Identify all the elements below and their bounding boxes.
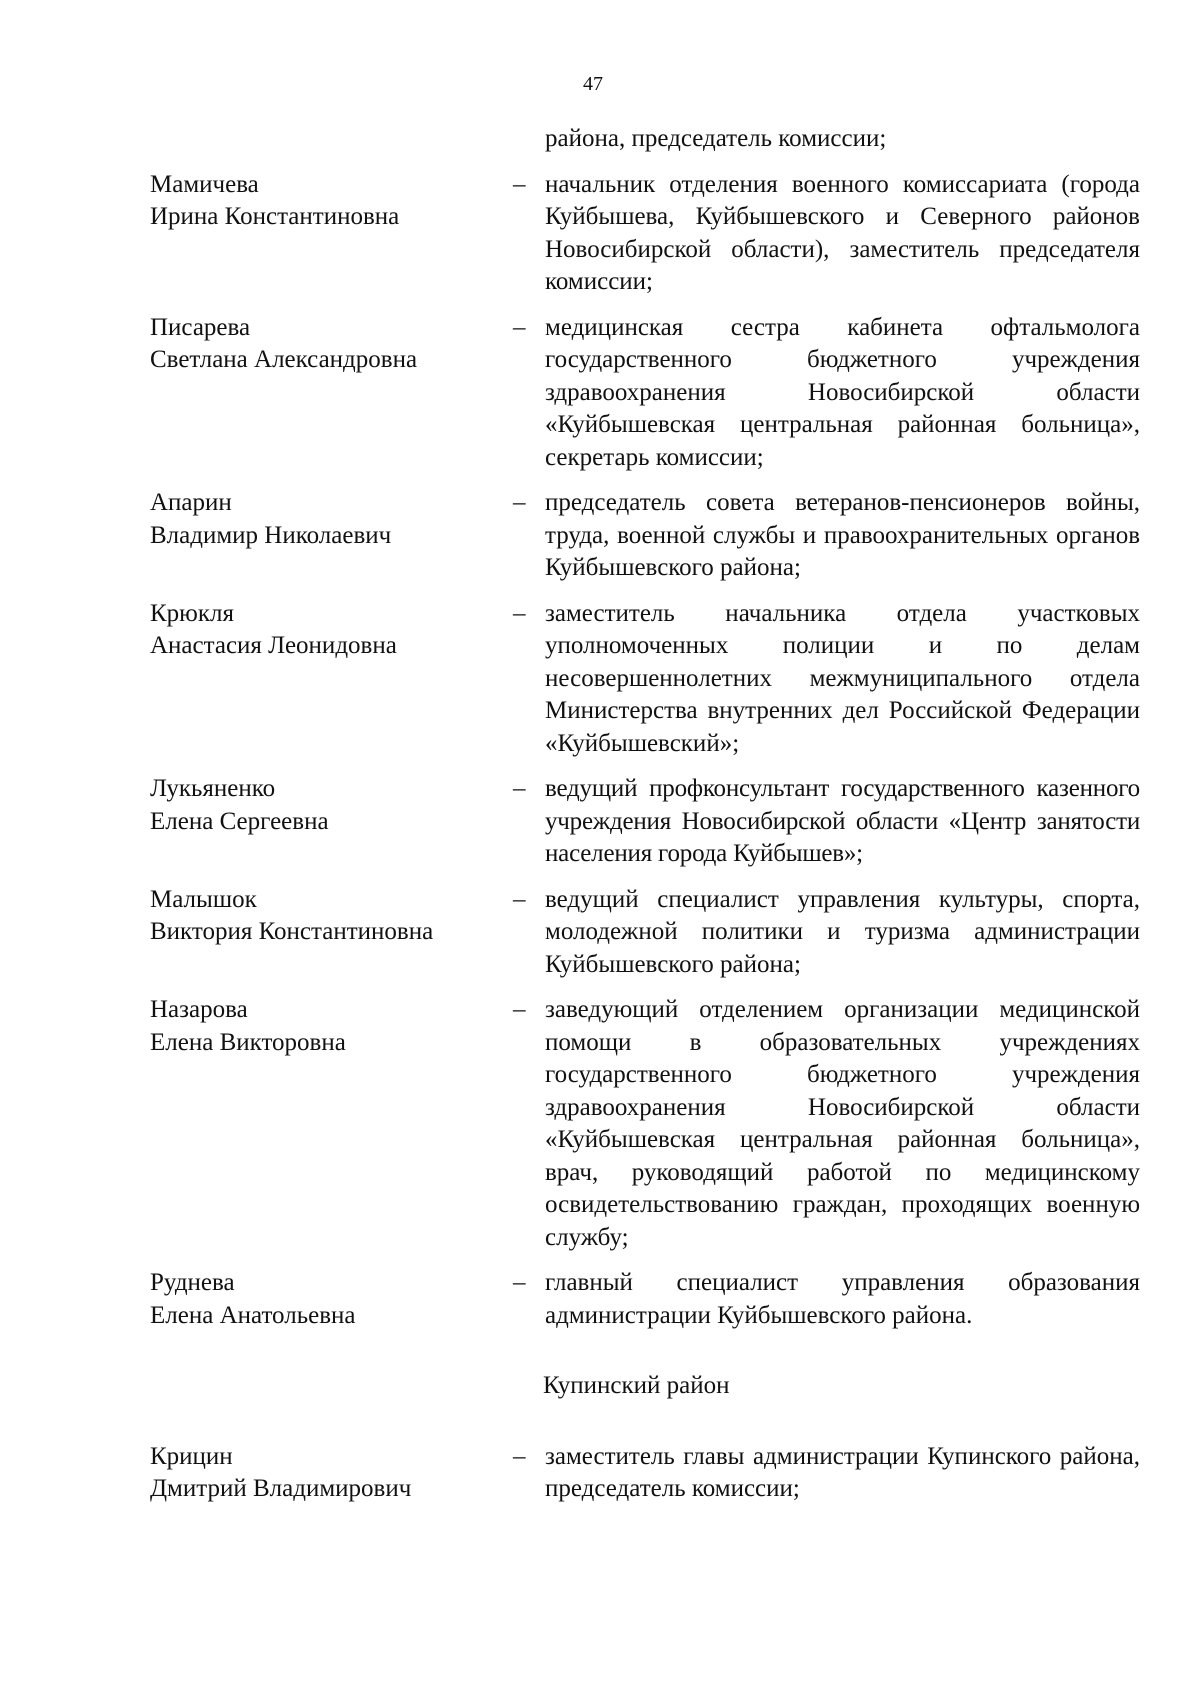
member-role: ведущий специалист управления культуры, спорта, молодежной политики и туризма администрации Куйбышевского района; bbox=[545, 885, 1140, 978]
member-name bbox=[150, 1441, 513, 1506]
member-name bbox=[150, 487, 513, 585]
member-role: ведущий профконсультант государственного казенного учреждения Новосибирской области «Центр занятости населения города Куйбышев»; bbox=[545, 775, 1140, 867]
member-entry bbox=[150, 1441, 1140, 1506]
member-given-names: Дмитрий Владимирович bbox=[150, 1475, 412, 1502]
member-role: начальник отделения военного комиссариата (города Куйбышева, Куйбышевского и Северного районов Новосибирской области), заместитель председателя комиссии; bbox=[545, 170, 1140, 295]
member-surname: Назарова bbox=[150, 996, 248, 1023]
member-surname: Писарева bbox=[150, 313, 251, 341]
member-surname: Руднева bbox=[150, 1269, 235, 1296]
dash-separator: – bbox=[513, 489, 526, 516]
member-entry bbox=[150, 994, 1140, 1254]
member-surname: Апарин bbox=[150, 489, 232, 516]
member-given-names: Владимир Николаевич bbox=[150, 521, 392, 549]
dash-separator: – bbox=[513, 996, 526, 1023]
dash-separator: – bbox=[513, 775, 526, 802]
continuation-text: района, председатель комиссии; bbox=[545, 125, 887, 152]
member-surname: Мамичева bbox=[150, 170, 259, 198]
member-given-names: Елена Сергеевна bbox=[150, 807, 329, 835]
member-given-names: Ирина Константиновна bbox=[150, 203, 400, 230]
section-heading: Купинский район bbox=[543, 1372, 730, 1399]
member-given-names: Анастасия Леонидовна bbox=[150, 632, 397, 659]
member-entry bbox=[150, 312, 1140, 475]
dash-separator: – bbox=[513, 1442, 526, 1470]
dash-separator: – bbox=[513, 313, 526, 341]
member-entry bbox=[150, 1267, 1140, 1332]
member-name bbox=[150, 1267, 513, 1332]
member-entry bbox=[150, 598, 1140, 761]
member-entry bbox=[150, 884, 1140, 982]
document-body bbox=[150, 123, 1140, 1506]
dash-separator: – bbox=[513, 599, 526, 627]
member-given-names: Елена Анатольевна bbox=[150, 1301, 356, 1329]
member-role: заместитель главы администрации Купинского района, председатель комиссии; bbox=[545, 1442, 1140, 1502]
member-given-names: Елена Викторовна bbox=[150, 1028, 346, 1056]
member-surname: Крюкля bbox=[150, 599, 234, 627]
member-name bbox=[150, 994, 513, 1254]
member-name bbox=[150, 169, 513, 299]
page-number: 47 bbox=[583, 73, 603, 95]
dash-separator: – bbox=[513, 885, 526, 913]
member-role: заместитель начальника отдела участковых уполномоченных полиции и по делам несовершеннолетних межмуниципального отдела Министерства внутренних дел Российской Федерации «Куйбышевский»; bbox=[545, 599, 1140, 757]
member-given-names: Виктория Константиновна bbox=[150, 918, 434, 945]
member-role: заведующий отделением организации медицинской помощи в образовательных учреждениях государственного бюджетного учреждения здравоохранения Новосибирской области «Куйбышевская центральная районная больница», врач, руководящий работой по медицинскому освидетельствованию граждан, проходящих военную службу; bbox=[545, 996, 1140, 1251]
member-name bbox=[150, 884, 513, 982]
member-entry bbox=[150, 773, 1140, 871]
member-surname: Лукьяненко bbox=[150, 775, 276, 802]
member-role: медицинская сестра кабинета офтальмолога государственного бюджетного учреждения здравоохранения Новосибирской области «Куйбышевская центральная районная больница», секретарь комиссии; bbox=[545, 313, 1140, 471]
member-entry bbox=[150, 169, 1140, 299]
member-surname: Крицин bbox=[150, 1442, 233, 1470]
member-role: председатель совета ветеранов-пенсионеров войны, труда, военной службы и правоохранительных органов Куйбышевского района; bbox=[545, 489, 1140, 581]
member-surname: Малышок bbox=[150, 885, 257, 913]
member-role: главный специалист управления образования администрации Куйбышевского района. bbox=[545, 1269, 1140, 1329]
member-name bbox=[150, 773, 513, 871]
member-name bbox=[150, 598, 513, 761]
member-given-names: Светлана Александровна bbox=[150, 346, 418, 373]
member-name bbox=[150, 312, 513, 475]
dash-separator: – bbox=[513, 1269, 526, 1296]
member-entry bbox=[150, 487, 1140, 585]
dash-separator: – bbox=[513, 170, 526, 198]
